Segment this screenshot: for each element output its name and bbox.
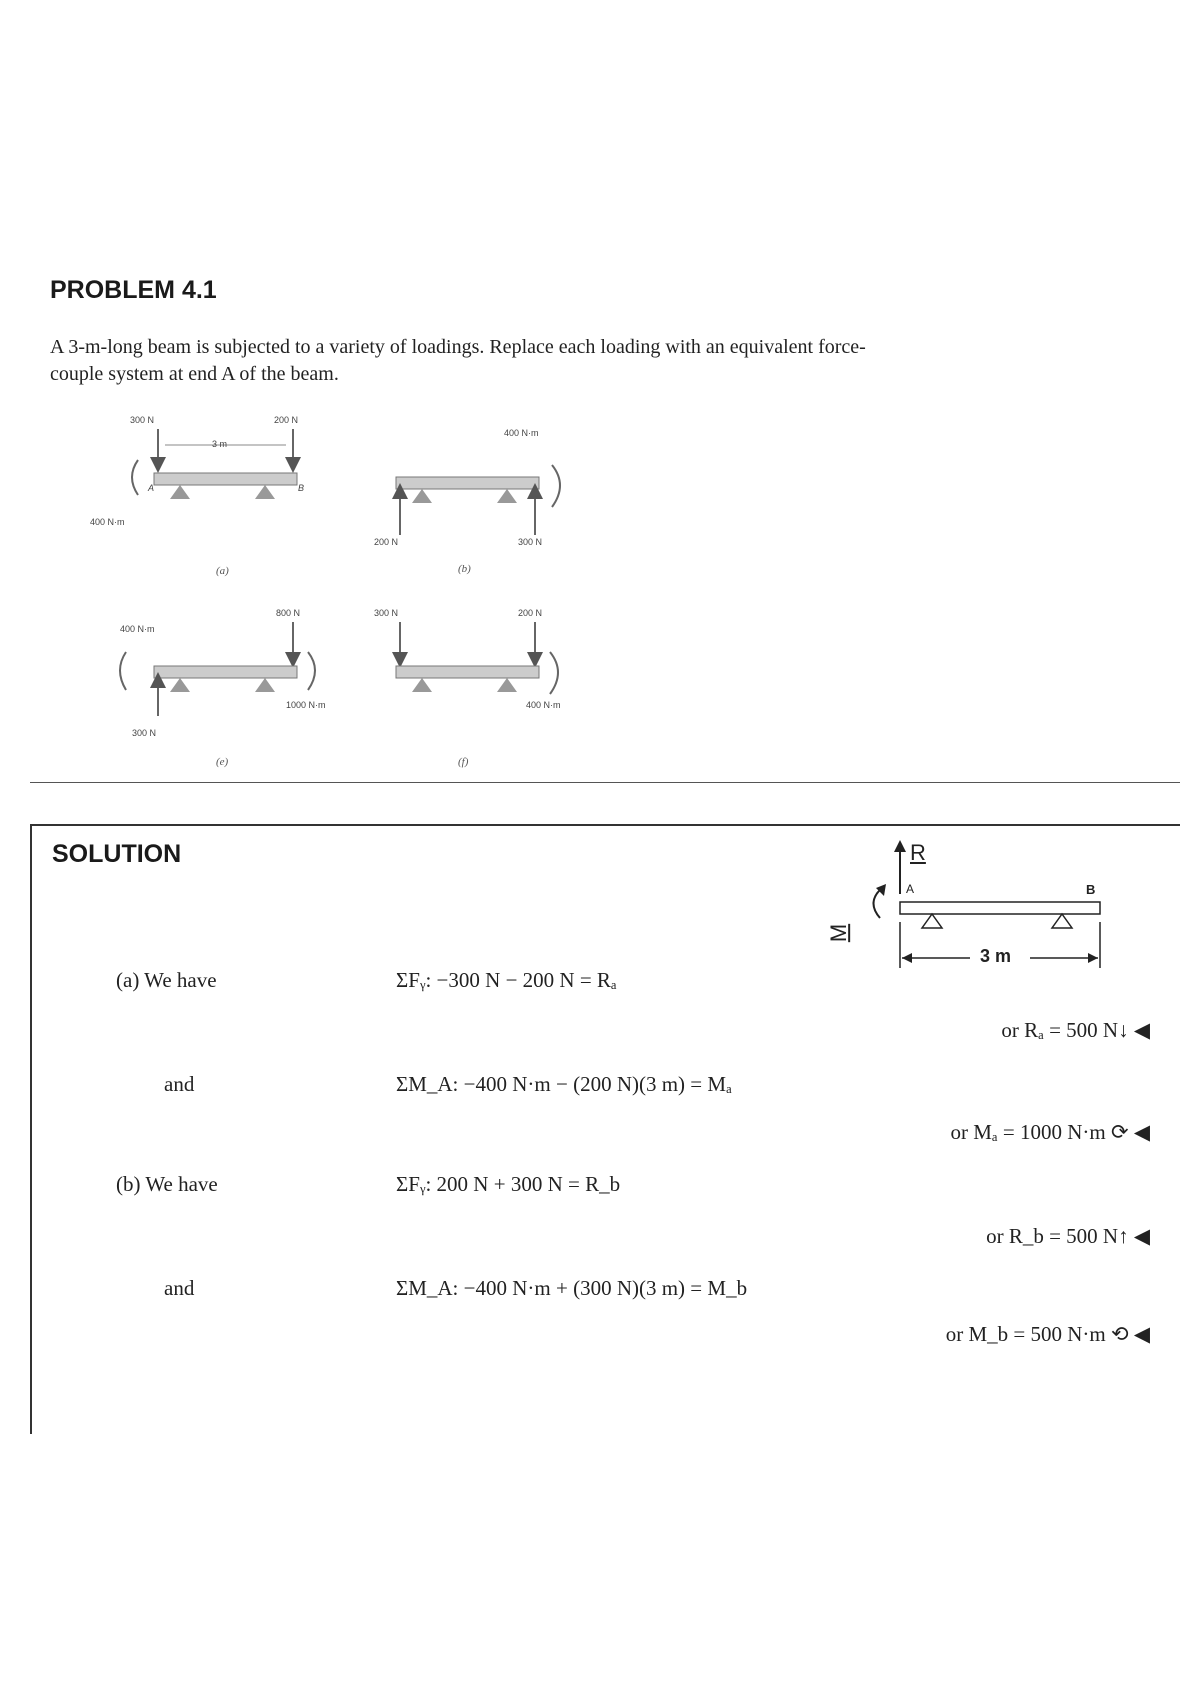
fig-f-moment: 400 N·m — [526, 700, 561, 710]
part-a-moment-result: or Mₐ = 1000 N·m ⟳ ◀ — [950, 1120, 1150, 1144]
part-b-force-equation: ΣFᵧ: 200 N + 300 N = R_b — [396, 1172, 621, 1196]
part-a-and-label: and — [164, 1072, 195, 1096]
fig-e-moment-left: 400 N·m — [120, 624, 155, 634]
figure-f-drawing — [370, 608, 610, 778]
problem-statement — [50, 334, 1130, 388]
solution-sketch — [810, 838, 1110, 988]
fig-a-end-a: A — [148, 483, 155, 493]
fig-e-load-right: 800 N — [276, 608, 301, 618]
part-b-label: (b) We have — [116, 1172, 218, 1196]
fig-f-load-right: 200 N — [518, 608, 543, 618]
part-a-force-equation: ΣFᵧ: −300 N − 200 N = Rₐ — [396, 968, 617, 992]
fig-a-load-right: 200 N — [274, 415, 299, 425]
fig-e-moment-right: 1000 N·m — [286, 700, 326, 710]
fig-a-end-b: B — [298, 483, 305, 493]
fig-b-force-right: 300 N — [518, 537, 543, 547]
figure-f — [370, 608, 610, 778]
solution-title: SOLUTION — [52, 840, 182, 868]
fig-a-caption: (a) — [216, 565, 229, 577]
figure-b-drawing — [370, 425, 610, 590]
fig-b-moment: 400 N·m — [504, 428, 539, 438]
figure-b — [370, 425, 610, 590]
fig-f-caption: (f) — [458, 756, 469, 768]
part-b-moment-equation: ΣM_A: −400 N·m + (300 N)(3 m) = M_b — [396, 1276, 748, 1300]
figure-a-drawing — [90, 415, 330, 585]
sketch-force-label: R — [910, 840, 926, 865]
sketch-moment-label: M — [826, 923, 852, 943]
sketch-span: 3 m — [980, 946, 1012, 966]
sketch-end-b: B — [1086, 882, 1096, 897]
problem-divider — [30, 782, 1180, 783]
part-a-moment-equation: ΣM_A: −400 N·m − (200 N)(3 m) = Mₐ — [396, 1072, 732, 1096]
figure-a — [90, 415, 330, 585]
fig-a-load-left: 300 N — [130, 415, 155, 425]
solution-sketch-drawing — [810, 838, 1110, 988]
fig-a-moment: 400 N·m — [90, 517, 125, 527]
fig-e-force-left: 300 N — [132, 728, 157, 738]
fig-f-load-left: 300 N — [374, 608, 399, 618]
solution-top-rule — [30, 824, 1180, 826]
sketch-end-a: A — [906, 882, 915, 896]
problem-title: PROBLEM 4.1 — [50, 276, 217, 304]
fig-e-caption: (e) — [216, 756, 229, 768]
part-a-force-result: or Rₐ = 500 N↓ ◀ — [1001, 1018, 1150, 1042]
part-b-moment-result: or M_b = 500 N·m ⟲ ◀ — [945, 1322, 1150, 1346]
solution-left-rule — [30, 824, 32, 1434]
part-a-label: (a) We have — [116, 968, 217, 992]
problem-statement-line-2: couple system at end A of the beam. — [50, 363, 339, 385]
part-b-force-result: or R_b = 500 N↑ ◀ — [986, 1224, 1150, 1248]
fig-b-force-left: 200 N — [374, 537, 399, 547]
problem-statement-line-1: A 3-m-long beam is subjected to a variety of loadings. Replace each loading with an equivalent force- — [50, 336, 866, 358]
fig-b-caption: (b) — [458, 563, 471, 575]
part-b-and-label: and — [164, 1276, 195, 1300]
fig-a-span: 3 m — [212, 439, 228, 449]
figure-e — [90, 608, 360, 778]
